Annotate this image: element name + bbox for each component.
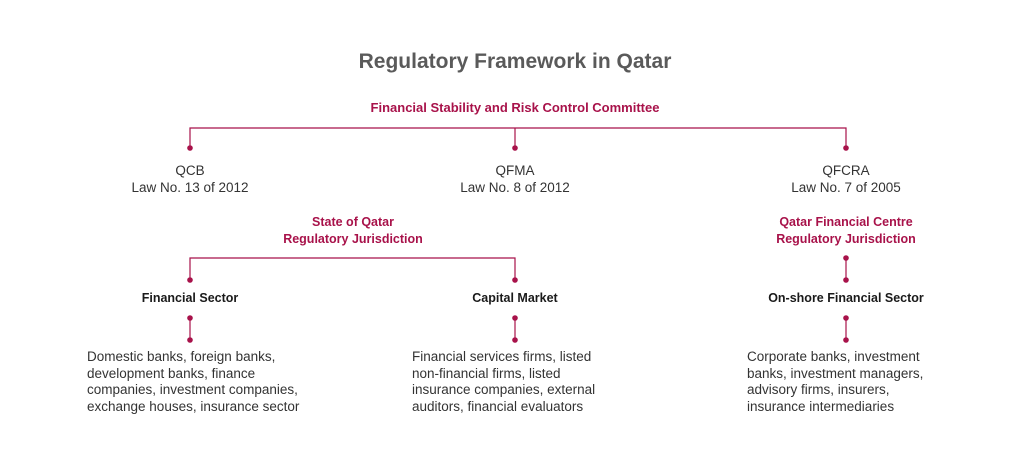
state-jurisdiction-label: [223, 214, 483, 248]
regulator-qfcra: [716, 162, 976, 196]
description-line: exchange houses, insurance sector: [87, 398, 300, 414]
description-line: banks, investment managers,: [747, 365, 924, 381]
diagram-title: Regulatory Framework in Qatar: [358, 50, 672, 73]
dot-qfc-top: [843, 255, 849, 261]
dot-capital-bottom: [512, 337, 518, 343]
sector-financial: Financial Sector: [141, 291, 239, 305]
financial-sector-description: [87, 349, 299, 415]
dot-financial-top: [187, 315, 193, 321]
regulator-law: Law No. 7 of 2005: [791, 180, 901, 195]
qfc-jurisdiction-label: [716, 214, 976, 248]
dot-state-left: [187, 277, 193, 283]
regulator-name: QFMA: [495, 163, 535, 178]
capital-market-description: [412, 349, 595, 415]
regulator-qfma: [385, 162, 645, 196]
dot-financial-bottom: [187, 337, 193, 343]
sector-capital-market: Capital Market: [472, 291, 558, 305]
dot-qcb: [187, 145, 193, 151]
jurisdiction-line: State of Qatar: [312, 215, 394, 229]
description-line: Financial services firms, listed: [412, 349, 592, 364]
description-line: non-financial firms, listed: [412, 365, 561, 381]
onshore-sector-description: [747, 349, 923, 415]
description-line: Domestic banks, foreign banks,: [87, 349, 276, 364]
dot-qfma: [512, 145, 518, 151]
regulator-name: QFCRA: [822, 163, 870, 178]
description-line: insurance companies, external: [412, 382, 596, 397]
description-line: development banks, finance: [87, 365, 256, 381]
description-line: Corporate banks, investment: [747, 349, 920, 364]
dot-qfcra: [843, 145, 849, 151]
jurisdiction-line: Qatar Financial Centre: [779, 215, 913, 229]
dot-capital-top: [512, 315, 518, 321]
jurisdiction-line: Regulatory Jurisdiction: [776, 232, 916, 246]
dot-state-right: [512, 277, 518, 283]
state-jurisdiction-bracket: [190, 258, 515, 280]
regulator-law: Law No. 8 of 2012: [460, 180, 570, 195]
dot-onshore-top: [843, 315, 849, 321]
regulator-law: Law No. 13 of 2012: [131, 180, 249, 195]
description-line: advisory firms, insurers,: [747, 382, 890, 397]
dot-onshore-bottom: [843, 337, 849, 343]
jurisdiction-line: Regulatory Jurisdiction: [283, 232, 423, 246]
committee-bracket: [190, 128, 846, 148]
description-line: insurance intermediaries: [747, 398, 895, 414]
committee-label: Financial Stability and Risk Control Committee: [370, 100, 660, 115]
sector-onshore: On-shore Financial Sector: [768, 291, 924, 305]
dot-qfc-bottom: [843, 277, 849, 283]
description-line: companies, investment companies,: [87, 382, 298, 397]
regulator-qcb: [60, 162, 320, 196]
description-line: auditors, financial evaluators: [412, 398, 584, 414]
regulator-name: QCB: [175, 163, 205, 178]
